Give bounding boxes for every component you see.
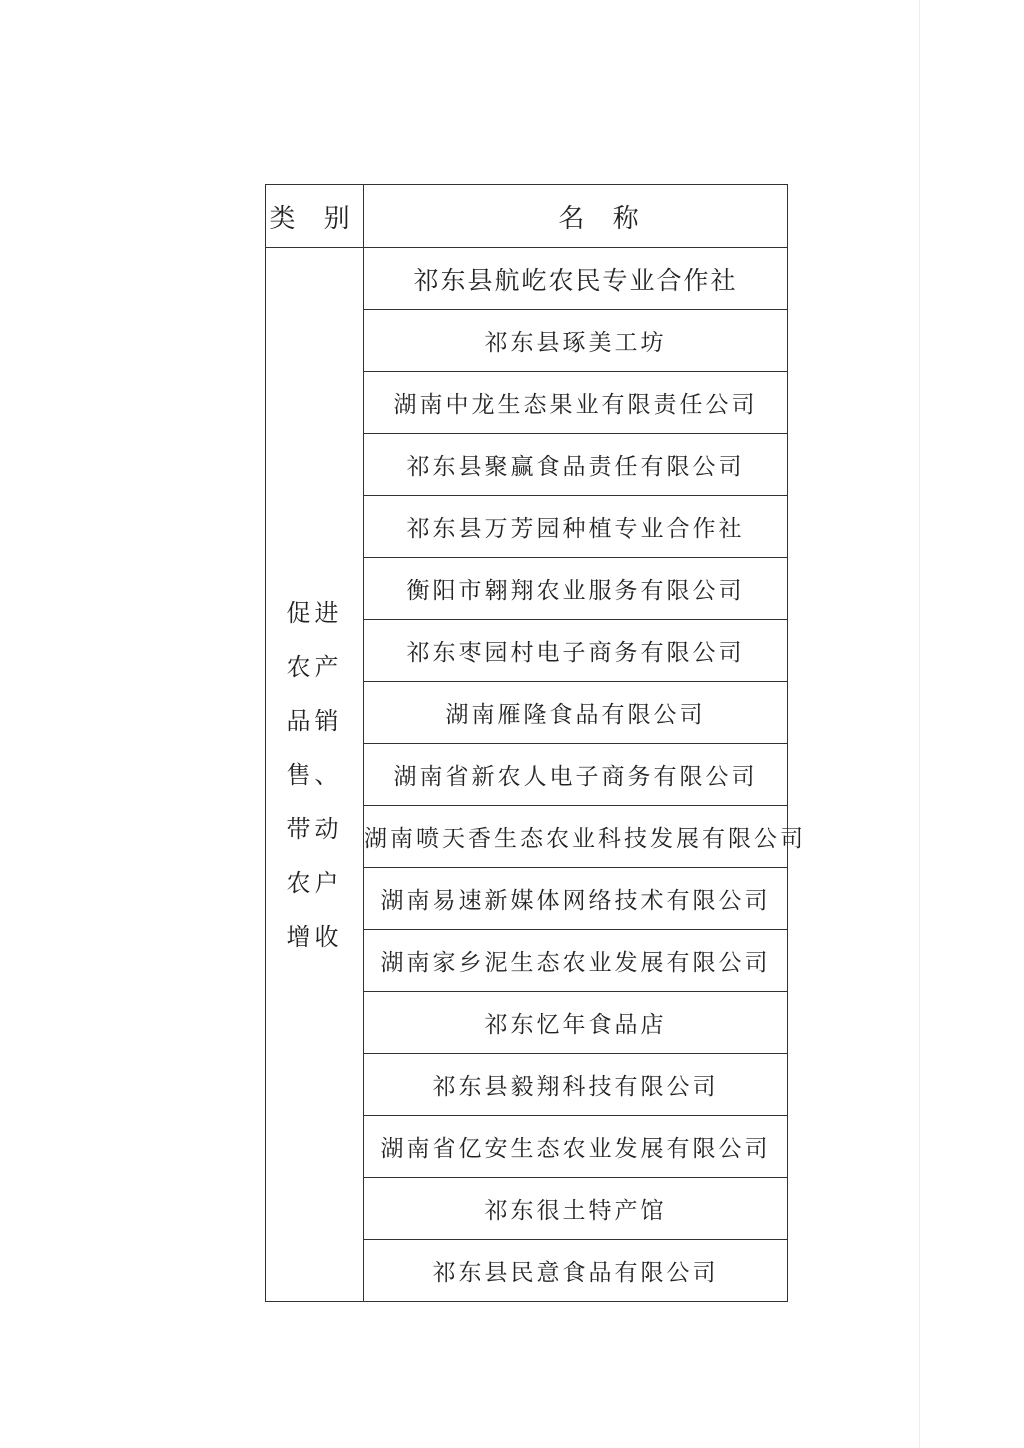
company-name-cell: 湖南家乡泥生态农业发展有限公司 [364,930,788,992]
company-name-cell: 祁东很土特产馆 [364,1178,788,1240]
company-name-cell: 湖南易速新媒体网络技术有限公司 [364,868,788,930]
company-table [265,184,806,1302]
company-name-cell: 湖南喷天香生态农业科技发展有限公司 [364,806,788,868]
company-name-cell: 祁东枣园村电子商务有限公司 [364,620,788,682]
company-name-cell: 湖南中龙生态果业有限责任公司 [364,372,788,434]
company-name-cell: 祁东县航屹农民专业合作社 [364,248,788,310]
company-name-cell: 祁东县民意食品有限公司 [364,1240,788,1302]
category-label: 促进农产品销售、带动农户增收 [286,598,343,951]
company-name-cell: 湖南省新农人电子商务有限公司 [364,744,788,806]
company-name-cell: 湖南省亿安生态农业发展有限公司 [364,1116,788,1178]
company-name-cell: 祁东县毅翔科技有限公司 [364,1054,788,1116]
page-edge-line [919,0,920,1448]
header-category: 类 别 [266,185,364,248]
company-name-cell: 祁东县琢美工坊 [364,310,788,372]
table-row [266,248,788,310]
company-name-cell: 衡阳市翱翔农业服务有限公司 [364,558,788,620]
table-header-row [266,185,788,248]
company-name-cell: 祁东忆年食品店 [364,992,788,1054]
company-name-cell: 湖南雁隆食品有限公司 [364,682,788,744]
header-name: 名 称 [364,185,788,248]
category-cell [266,248,364,1302]
company-name-cell: 祁东县聚赢食品责任有限公司 [364,434,788,496]
company-name-cell: 祁东县万芳园种植专业合作社 [364,496,788,558]
company-table-grid [265,184,806,1302]
